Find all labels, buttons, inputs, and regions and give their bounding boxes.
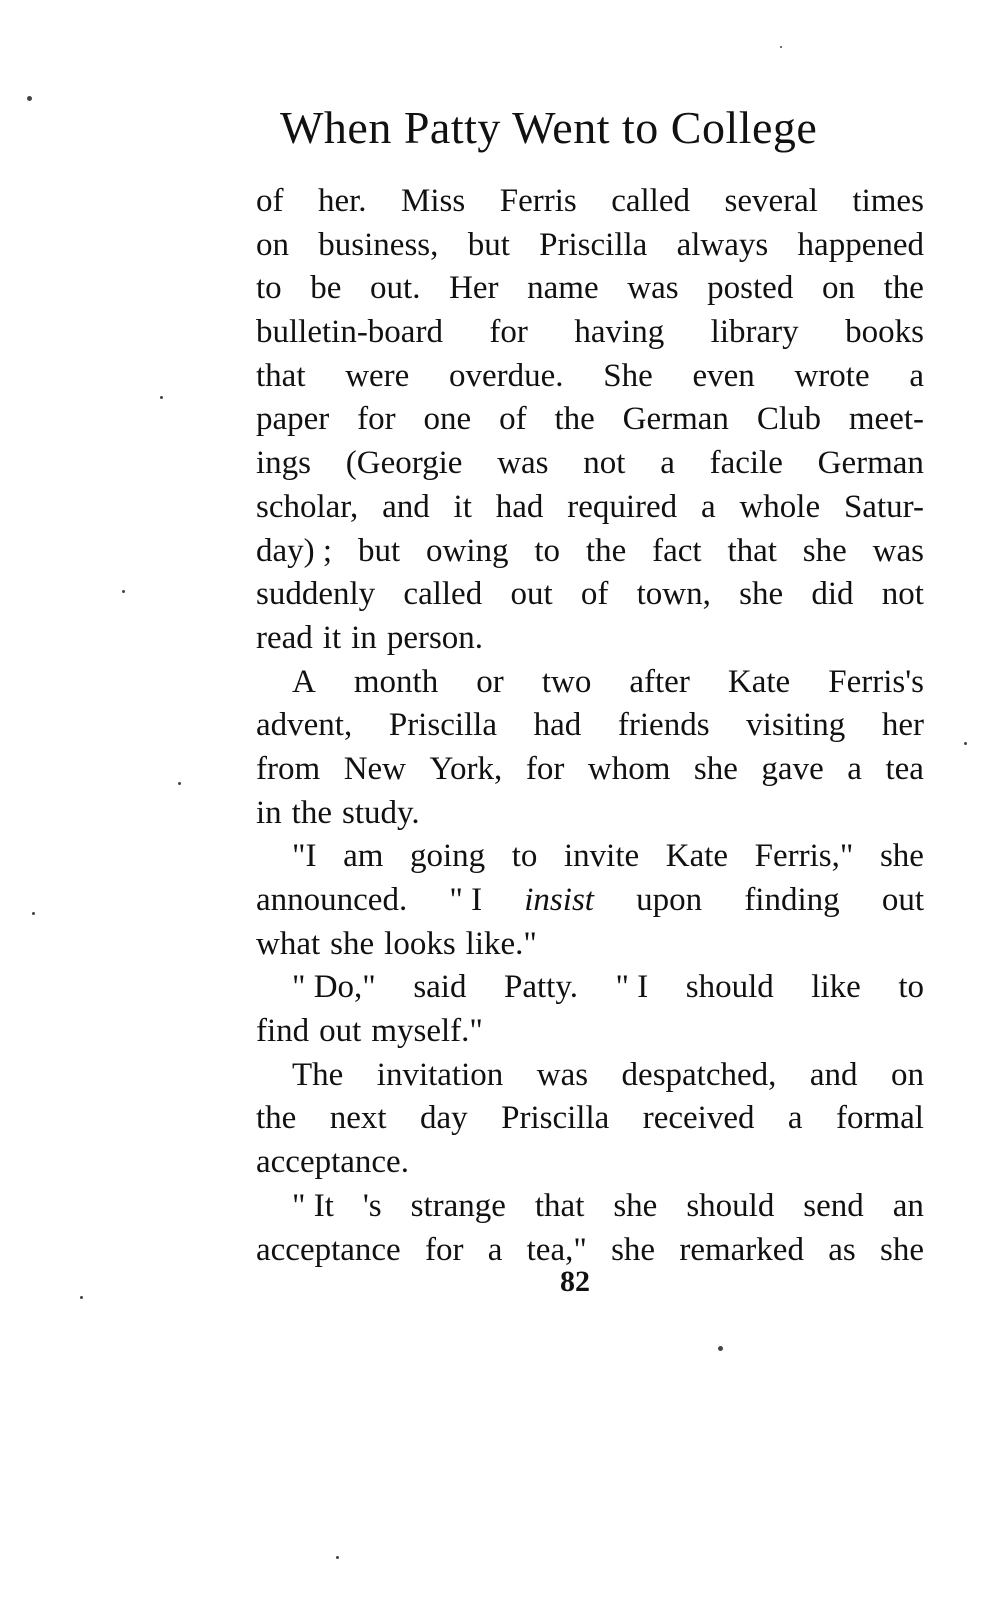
word: a (487, 1231, 503, 1268)
word: going (409, 838, 486, 875)
word: Her (449, 270, 499, 307)
word: be (310, 270, 342, 307)
word: or (476, 663, 504, 700)
word: in (351, 619, 377, 656)
text-line (256, 1141, 924, 1185)
word: books (845, 314, 924, 351)
word: whom (587, 750, 671, 787)
word: day (420, 1100, 468, 1137)
word: the (585, 532, 627, 569)
word: did (811, 576, 854, 613)
word: paper (256, 401, 330, 438)
word: for (525, 750, 565, 787)
word: Priscilla (539, 226, 648, 263)
word: a (847, 750, 862, 787)
word: out (881, 882, 924, 918)
word: a (660, 445, 675, 482)
word: she (802, 532, 847, 569)
word: like (811, 969, 861, 1006)
word: to (898, 969, 924, 1006)
word: Miss (401, 183, 466, 219)
word: always (676, 226, 769, 263)
word: posted (707, 270, 794, 307)
word: She (603, 357, 653, 394)
word: of (499, 401, 527, 438)
word: invitation (376, 1056, 504, 1093)
word: was (536, 1056, 589, 1093)
word: whole (739, 488, 821, 525)
word: remarked (679, 1231, 804, 1268)
word: " It (292, 1187, 334, 1224)
word: on (256, 226, 289, 263)
word: bulletin-board (256, 314, 443, 351)
word: for (357, 401, 396, 438)
word: facile (709, 445, 783, 482)
word: announced. (256, 882, 408, 918)
text-line (256, 398, 924, 442)
word: strange (410, 1187, 506, 1224)
word: tea," (526, 1231, 587, 1268)
word: several (724, 183, 818, 219)
word: insist (524, 882, 594, 918)
scan-speck (27, 96, 32, 101)
scan-speck (336, 1556, 339, 1559)
text-line (256, 1097, 924, 1141)
word: called (611, 183, 690, 219)
word: on (821, 270, 855, 307)
word: she (739, 576, 784, 613)
word: business, (318, 226, 439, 263)
word: German (622, 401, 729, 438)
word: acceptance (256, 1231, 401, 1268)
word: that (727, 532, 777, 569)
word: invite (564, 838, 640, 875)
word: person. (386, 619, 484, 656)
text-line (256, 180, 924, 224)
text-line (256, 748, 924, 792)
word: of (580, 576, 609, 613)
word: owing (425, 532, 509, 569)
word: a (700, 488, 716, 525)
word: what (256, 925, 321, 962)
word: from (256, 750, 321, 787)
word: the (554, 401, 595, 438)
word: German (817, 445, 924, 482)
word: "I (292, 838, 317, 875)
word: myself." (371, 1013, 483, 1050)
word: was (497, 445, 549, 482)
word: but (467, 226, 510, 263)
text-line (256, 792, 924, 836)
word: out (319, 1013, 362, 1050)
word: as (828, 1231, 856, 1268)
text-line (256, 486, 924, 530)
word: looks (384, 925, 456, 962)
word: after (629, 663, 690, 700)
text-line (256, 267, 924, 311)
word: Ferris (499, 183, 577, 219)
word: advent, (256, 707, 353, 744)
word: Satur- (843, 488, 924, 525)
word: she (693, 750, 738, 787)
scan-speck (718, 1346, 723, 1351)
page-number: 82 (560, 1265, 590, 1298)
scan-speck (780, 46, 782, 48)
word: for (424, 1231, 464, 1268)
word: the (883, 270, 924, 307)
word: acceptance. (256, 1144, 409, 1181)
word: Ferris's (828, 663, 924, 700)
word: it (322, 619, 342, 656)
word: fact (652, 532, 702, 569)
word: overdue. (449, 357, 564, 394)
word: A (292, 663, 316, 700)
word: required (567, 488, 678, 525)
word: New (343, 750, 406, 787)
word: she (879, 838, 924, 875)
word: it (453, 488, 472, 525)
word: having (574, 314, 665, 351)
word: Kate (727, 663, 791, 700)
word: " I (449, 882, 483, 918)
text-line (256, 224, 924, 268)
text-line (256, 1229, 924, 1273)
word: out (510, 576, 553, 613)
word: finding (744, 882, 840, 918)
word: of (256, 183, 284, 219)
word: to (534, 532, 561, 569)
word: read (256, 619, 313, 656)
word: her (881, 707, 924, 744)
text-line (256, 355, 924, 399)
word: " Do," (292, 969, 376, 1006)
word: should (685, 969, 774, 1006)
word: Patty. (504, 969, 578, 1006)
text-line (256, 966, 924, 1010)
word: called (403, 576, 483, 613)
word: wrote (794, 357, 870, 394)
text-line (256, 530, 924, 574)
word: send (803, 1187, 864, 1224)
word: should (686, 1187, 775, 1224)
word: two (541, 663, 592, 700)
word: tea (885, 750, 924, 787)
word: not (583, 445, 626, 482)
word: one (423, 401, 472, 438)
text-line (256, 442, 924, 486)
word: she (330, 925, 375, 962)
word: the (256, 1100, 297, 1137)
word: York, (429, 750, 503, 787)
word: she (613, 1187, 658, 1224)
text-line (256, 704, 924, 748)
text-line (256, 1010, 924, 1054)
word: (Georgie (345, 445, 463, 482)
text-line (256, 923, 924, 967)
word: scholar, (256, 488, 359, 525)
word: she (611, 1231, 656, 1268)
word: the (291, 794, 332, 831)
word: happened (797, 226, 924, 263)
word: meet- (848, 401, 924, 438)
word: and (809, 1056, 858, 1093)
word: that (534, 1187, 585, 1224)
word: formal (836, 1100, 924, 1137)
word: were (345, 357, 410, 394)
text-line (256, 311, 924, 355)
body-text (256, 180, 924, 1272)
word: month (353, 663, 439, 700)
word: out. (370, 270, 421, 307)
word: Club (756, 401, 821, 438)
word: 's (362, 1187, 382, 1224)
word: suddenly (256, 576, 376, 613)
word: an (892, 1187, 924, 1224)
word: in (256, 794, 282, 831)
word: study. (342, 794, 420, 831)
word: Kate (665, 838, 729, 875)
word: Priscilla (501, 1100, 610, 1137)
word: library (710, 314, 799, 351)
word: like." (465, 925, 537, 962)
word: Priscilla (388, 707, 497, 744)
word: was (627, 270, 679, 307)
word: that (256, 357, 306, 394)
word: not (881, 576, 924, 613)
word: Ferris," (754, 838, 854, 875)
word: a (909, 357, 924, 394)
word: had (495, 488, 544, 525)
word: received (642, 1100, 755, 1137)
text-line (256, 617, 924, 661)
scan-speck (964, 742, 967, 745)
word: to (511, 838, 538, 875)
running-head: When Patty Went to College (280, 102, 818, 153)
word: on (891, 1056, 924, 1093)
text-line (256, 661, 924, 705)
word: upon (636, 882, 703, 918)
scan-speck (122, 590, 125, 593)
word: even (692, 357, 755, 394)
word: am (343, 838, 384, 875)
word: ings (256, 445, 312, 482)
word: name (527, 270, 599, 307)
scan-speck (80, 1296, 83, 1299)
word: but (357, 532, 401, 569)
text-line (256, 879, 924, 923)
scan-speck (160, 396, 163, 399)
word: to (256, 270, 282, 307)
word: a (787, 1100, 803, 1137)
word: had (533, 707, 582, 744)
word: " I (615, 969, 649, 1006)
scan-speck (178, 782, 181, 785)
word: and (382, 488, 430, 525)
word: The (292, 1056, 344, 1093)
text-line (256, 1054, 924, 1098)
word: town, (636, 576, 711, 613)
word: her. (317, 183, 367, 219)
text-line (256, 835, 924, 879)
word: friends (617, 707, 710, 744)
word: said (413, 969, 467, 1006)
word: was (872, 532, 924, 569)
word: for (489, 314, 528, 351)
word: she (879, 1231, 924, 1268)
word: despatched, (621, 1056, 777, 1093)
word: next (329, 1100, 387, 1137)
text-line (256, 573, 924, 617)
word: visiting (746, 707, 846, 744)
word: day) ; (256, 532, 333, 569)
word: gave (761, 750, 824, 787)
word: find (256, 1013, 310, 1050)
text-line (256, 1185, 924, 1229)
scan-speck (32, 912, 35, 915)
word: times (852, 183, 924, 219)
